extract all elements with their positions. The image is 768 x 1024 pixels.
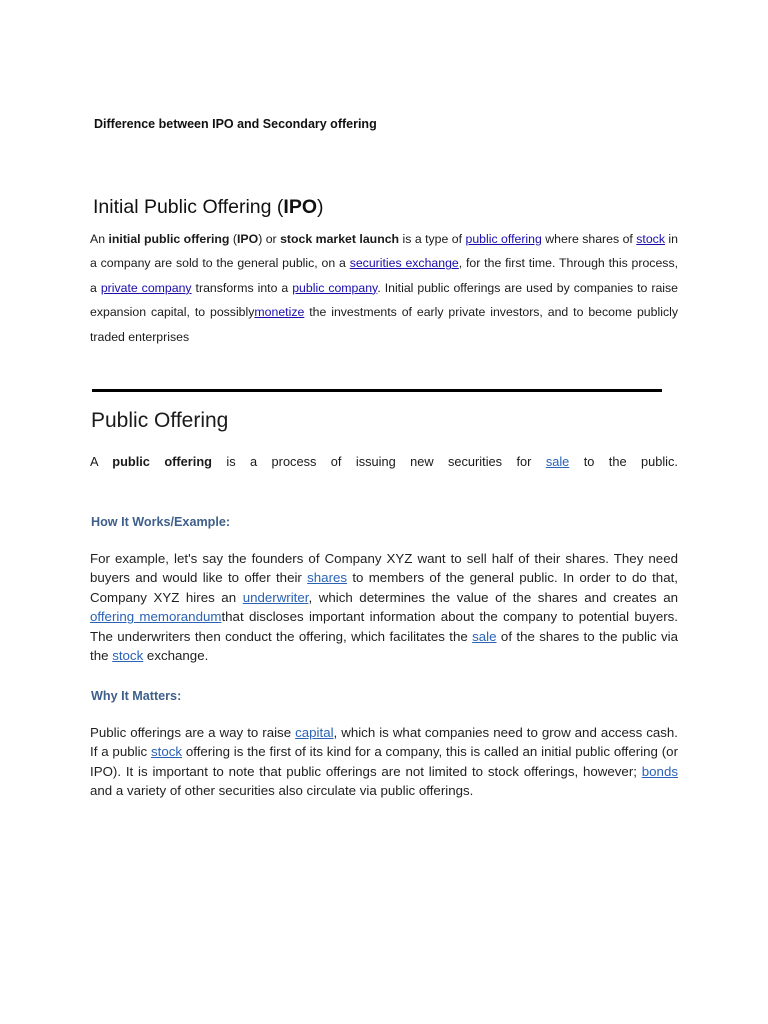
link-bonds[interactable]: bonds: [641, 763, 678, 779]
text-run: where shares of: [541, 232, 637, 246]
ipo-heading-bold: IPO: [283, 196, 317, 218]
ipo-heading: [93, 196, 324, 219]
link-stock[interactable]: stock: [112, 648, 144, 664]
ipo-heading-post: ): [317, 196, 324, 218]
ipo-paragraph: [90, 227, 678, 349]
link-capital[interactable]: capital: [295, 725, 334, 740]
link-monetize[interactable]: monetize: [254, 305, 305, 320]
text-run: that discloses important information about the company to potential buyers. The underwriters then conduct the offering, which facilitates the: [90, 609, 678, 644]
bold-term-initial-public-offering: initial public offering: [108, 232, 230, 246]
link-underwriter[interactable]: underwriter: [242, 589, 309, 605]
link-sale[interactable]: sale: [545, 454, 570, 469]
why-it-matters-paragraph: [90, 723, 678, 801]
link-shares[interactable]: shares: [307, 570, 348, 586]
text-run: transforms into a: [191, 280, 293, 295]
document-title: Difference between IPO and Secondary offering: [94, 117, 377, 131]
bold-term-ipo: IPO: [237, 232, 259, 246]
text-run: to the public.: [569, 454, 678, 469]
example-paragraph: [90, 549, 678, 665]
text-run: in a company are sold to the general public, on a: [90, 232, 678, 271]
bold-term-stock-market-launch: stock market launch: [280, 232, 400, 246]
text-run: , for the first time. Through this process, a: [90, 256, 679, 295]
text-run: exchange.: [143, 648, 209, 664]
link-public-offering[interactable]: public offering: [465, 232, 542, 246]
text-run: and a variety of other securities also circulate via public offerings.: [90, 783, 474, 799]
text-run: ) or: [258, 232, 281, 246]
text-run: . Initial public offerings are used by companies to raise expansion capital, to possibly: [90, 280, 679, 320]
link-public-company[interactable]: public company: [292, 280, 378, 295]
link-offering-memorandum[interactable]: offering memorandum: [90, 609, 222, 625]
link-stock[interactable]: stock: [151, 744, 183, 760]
text-run: the investments of early private investors, and to become publicly traded enterprises: [90, 305, 678, 344]
text-run: For example, let's say the founders of Company XYZ want to sell half of their shares. They need buyers and would like to offer their: [90, 551, 678, 586]
public-offering-heading: Public Offering: [91, 409, 229, 432]
link-private-company[interactable]: private company: [100, 280, 192, 295]
ipo-heading-pre: Initial Public Offering (: [93, 196, 284, 218]
text-run: , which determines the value of the shares and creates an: [308, 589, 679, 605]
text-run: , which is what companies need to grow and access cash. If a public: [90, 725, 679, 760]
text-run: An: [90, 232, 109, 246]
text-run: is a type of: [399, 232, 466, 246]
link-securities-exchange[interactable]: securities exchange: [349, 256, 459, 271]
bold-term-public-offering: public offering: [112, 454, 212, 469]
why-it-matters-heading: Why It Matters:: [91, 689, 182, 703]
text-run: of the shares to the public via the: [90, 628, 678, 664]
text-run: offering is the first of its kind for a company, this is called an initial public offering (or IPO). It is important to note that public offerings are not limited to stock offerings, however;: [90, 744, 679, 779]
how-it-works-heading: How It Works/Example:: [91, 515, 231, 529]
text-run: A: [90, 454, 113, 469]
text-run: (: [229, 232, 237, 246]
link-sale[interactable]: sale: [472, 628, 497, 644]
horizontal-divider: [92, 389, 662, 392]
public-offering-definition: [90, 452, 678, 472]
text-run: to members of the general public. In order to do that, Company XYZ hires an: [90, 570, 678, 605]
text-run: is a process of issuing new securities for: [211, 454, 546, 469]
link-stock[interactable]: stock: [636, 232, 665, 246]
text-run: Public offerings are a way to raise: [90, 725, 296, 740]
